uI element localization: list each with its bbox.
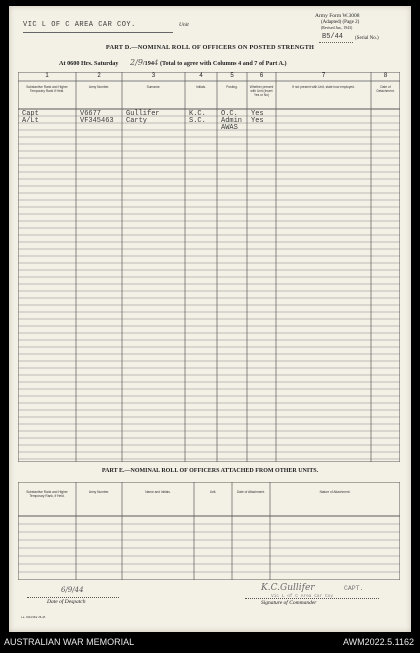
col-header-8: Date of Detachment. — [376, 85, 395, 93]
unit-label: Unit — [179, 22, 189, 28]
part-e-title: PART E.—NOMINAL ROLL OF OFFICERS ATTACHED FROM OTHER UNITS. — [101, 468, 319, 474]
pe-header-5: Date of Attachment. — [237, 490, 265, 494]
pe-header-1: Substantive Rank and Higher Temporary Rank, if Held. — [26, 490, 68, 498]
date-day: 2/9 — [130, 58, 143, 67]
date-year-digit: 4 — [153, 59, 159, 67]
form-line-2: (Adapted) (Page 2) — [321, 20, 360, 25]
col-header-1: Substantive Rank and Higher Temporary Rank if Held. — [26, 85, 68, 93]
col-num-3: 3 — [151, 73, 156, 79]
pe-header-2: Army Number. — [88, 490, 110, 494]
roll-cell: Capt — [22, 110, 39, 118]
roll-cell: AWAS — [221, 124, 238, 132]
roll-cell: V6677 — [80, 110, 102, 118]
roll-cell: Admin — [221, 117, 243, 125]
roll-cell: Carty — [126, 117, 148, 125]
col-header-7: If not present with Unit, state how employed. — [292, 85, 355, 89]
part-e-overlay — [18, 482, 400, 580]
form-line-1: Army Form W.3008 — [315, 13, 360, 19]
col-num-6: 6 — [259, 73, 264, 79]
despatch-date: 6/9/44 — [61, 586, 84, 594]
part-d-title: PART D.—NOMINAL ROLL OF OFFICERS ON POSTED STRENGTH — [105, 44, 315, 51]
hrs-prefix: At 0600 Hrs. Saturday — [59, 60, 119, 67]
roll-cell: VF345463 — [80, 117, 114, 125]
col-num-8: 8 — [383, 73, 388, 79]
despatch-label: Date of Despatch — [47, 599, 86, 605]
col-header-6: Whether present with Unit (Insert Yes or No) — [249, 85, 274, 97]
col-header-2: Army Number. — [88, 85, 110, 89]
roll-cell: K.C. — [189, 110, 206, 118]
part-d-overlay — [18, 72, 400, 462]
serial-no: B5/44 — [322, 33, 344, 41]
hrs-line — [59, 58, 287, 67]
unit-stamp: Vic L of C Area Car Coy — [271, 594, 334, 599]
form-page — [9, 6, 411, 632]
pe-header-6: Nature of Attachment. — [319, 490, 351, 494]
roll-cell: Gullifer — [126, 110, 160, 118]
col-header-4: Initials. — [196, 85, 206, 89]
roll-cell: S.C. — [189, 117, 206, 125]
archive-footer — [0, 632, 420, 653]
commander-label: Signature of Commander — [261, 600, 317, 606]
col-num-4: 4 — [199, 73, 203, 79]
roll-cell: O.C. — [221, 110, 238, 118]
commander-rank: CAPT. — [344, 585, 364, 592]
commander-underline — [245, 598, 379, 599]
printer-note: s.a. 1944 Mar 26-43 — [21, 615, 46, 619]
col-num-1: 1 — [45, 73, 49, 79]
pe-header-3: Name and Initials. — [145, 490, 171, 494]
unit-name: VIC L OF C AREA CAR COY. — [23, 21, 136, 29]
form-line-3: (Revised Jan., 1943) — [321, 26, 353, 30]
despatch-underline — [27, 597, 119, 598]
col-num-5: 5 — [230, 73, 234, 79]
serial-label: (Serial No.) — [355, 36, 379, 41]
footer-right: AWM2022.5.1162 — [342, 637, 414, 647]
col-header-5: Posting. — [226, 85, 238, 89]
footer-left: AUSTRALIAN WAR MEMORIAL — [4, 637, 135, 647]
col-num-7: 7 — [321, 73, 326, 79]
roll-cell: A/Lt — [22, 117, 39, 125]
col-num-2: 2 — [97, 73, 101, 79]
commander-signature: K.C.Gullifer — [261, 583, 315, 593]
col-header-3: Surname. — [146, 85, 161, 89]
pe-header-4: Unit. — [209, 490, 217, 494]
unit-underline — [23, 20, 173, 33]
roll-cell: Yes — [251, 117, 264, 125]
roll-cell: Yes — [251, 110, 264, 118]
hrs-suffix: (Total to agree with Columns 4 and 7 of Part A.) — [159, 60, 287, 67]
serial-underline — [319, 42, 353, 43]
date-year-prefix: /194 — [142, 60, 154, 67]
